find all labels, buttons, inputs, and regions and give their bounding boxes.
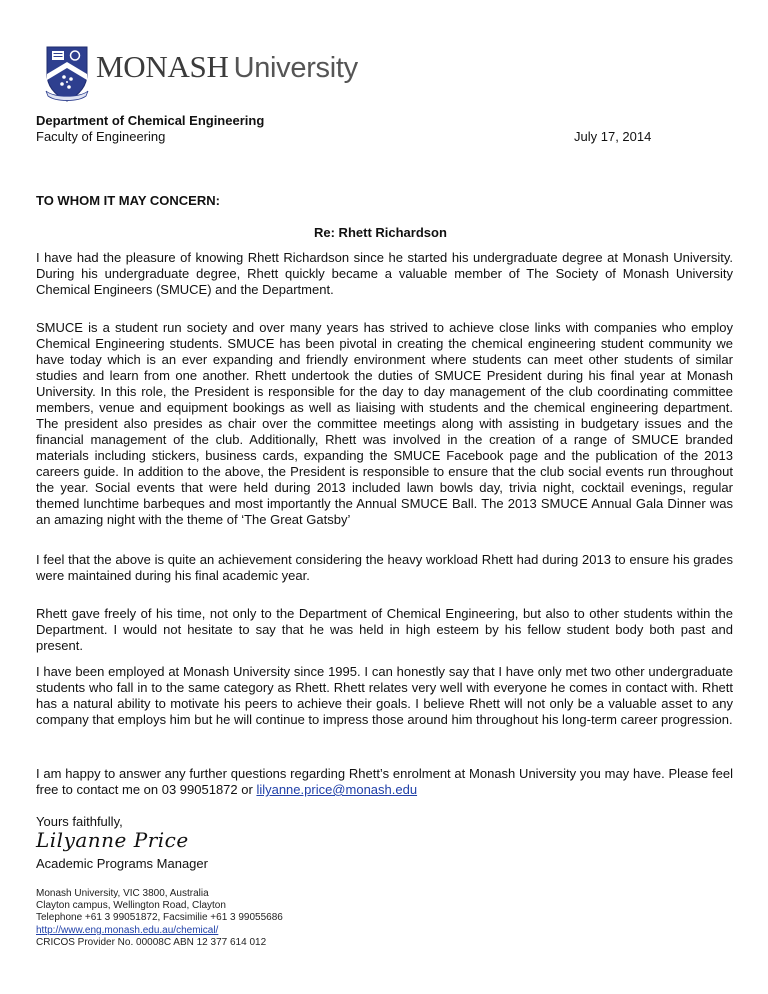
footer-contact-block (36, 888, 283, 949)
letter-date: July 17, 2014 (574, 129, 652, 144)
monash-logo (44, 42, 358, 106)
logo-wordmark (96, 49, 358, 85)
department-name: Department of Chemical Engineering (36, 113, 265, 128)
body-paragraph-4: Rhett gave freely of his time, not only to the Department of Chemical Engineering, but also to other students within the Department. I would not hesitate to say that he was held in high esteem by his fellow student body both past and present. (36, 606, 733, 653)
footer-phone: Telephone +61 3 99051872, Facsimilie +61 3 99055686 (36, 912, 283, 924)
salutation: TO WHOM IT MAY CONCERN: (36, 193, 220, 208)
contact-text: I am happy to answer any further questions regarding Rhett’s enrolment at Monash University you may have. Please feel free to contact me on 03 99051872 or (36, 766, 733, 797)
footer-address: Monash University, VIC 3800, Australia (36, 888, 209, 899)
monash-crest-icon (44, 44, 90, 104)
footer-campus: Clayton campus, Wellington Road, Clayton (36, 900, 226, 912)
re-line: Re: Rhett Richardson (314, 225, 447, 240)
signer-title: Academic Programs Manager (36, 856, 208, 871)
contact-paragraph (36, 766, 733, 798)
logo-university-text: University (233, 52, 358, 84)
footer-website-link[interactable]: http://www.eng.monash.edu.au/chemical/ (36, 924, 219, 936)
footer-cricos: CRICOS Provider No. 00008C ABN 12 377 614 012 (36, 936, 267, 948)
faculty-name: Faculty of Engineering (36, 129, 166, 144)
body-paragraph-1: I have had the pleasure of knowing Rhett Richardson since he started his undergraduate degree at Monash University. During his undergraduate degree, Rhett quickly became a valuable member of The Society of Monash University Chemical Engineers (SMUCE) and the Department. (36, 250, 733, 297)
body-paragraph-2: SMUCE is a student run society and over many years has strived to achieve close links with companies who employ Chemical Engineering students. SMUCE has been pivotal in creating the chemical engineering student community we have today which is an ever expanding and friendly environment where students can meet other students of similar studies and learn from one another. Rhett undertook the duties of SMUCE President during his final year at Monash University. In this role, the President is responsible for the day to day management of the club coordinating committee members, venue and equipment bookings as well as liaising with students and the chemical engineering department. The president also presides as chair over the committee meetings along with assisting in budgetary issues and the financial management of the club. Additionally, Rhett was involved in the creation of a range of SMUCE branded materials including stickers, business cards, expanding the SMUCE Facebook page and the publication of the 2013 careers guide. In addition to the above, the President is responsible to ensure that the club social events run throughout the year. Social events that were held during 2013 included lawn bowls day, trivia night, cocktail evenings, regular themed lunchtime barbeques and most importantly the Annual SMUCE Ball. The 2013 SMUCE Annual Gala Dinner was an amazing night with the theme of ‘The Great Gatsby’ (36, 320, 733, 527)
body-paragraph-5: I have been employed at Monash University since 1995. I can honestly say that I have only met two other undergraduate students who fall in to the same category as Rhett. Rhett relates very well with everyone he comes in contact with. Rhett has a natural ability to motivate his peers to achieve their goals. I believe Rhett will not only be a valuable asset to any company that employs him but he will continue to impress those around him throughout his long-term career progression. (36, 664, 733, 727)
signature: Lilyanne Price (36, 828, 189, 852)
email-link[interactable]: lilyanne.price@monash.edu (256, 782, 418, 797)
logo-monash-text: MONASH (96, 49, 229, 84)
body-paragraph-3: I feel that the above is quite an achievement considering the heavy workload Rhett had during 2013 to ensure his grades were maintained during his final academic year. (36, 552, 733, 583)
closing: Yours faithfully, (36, 814, 123, 829)
